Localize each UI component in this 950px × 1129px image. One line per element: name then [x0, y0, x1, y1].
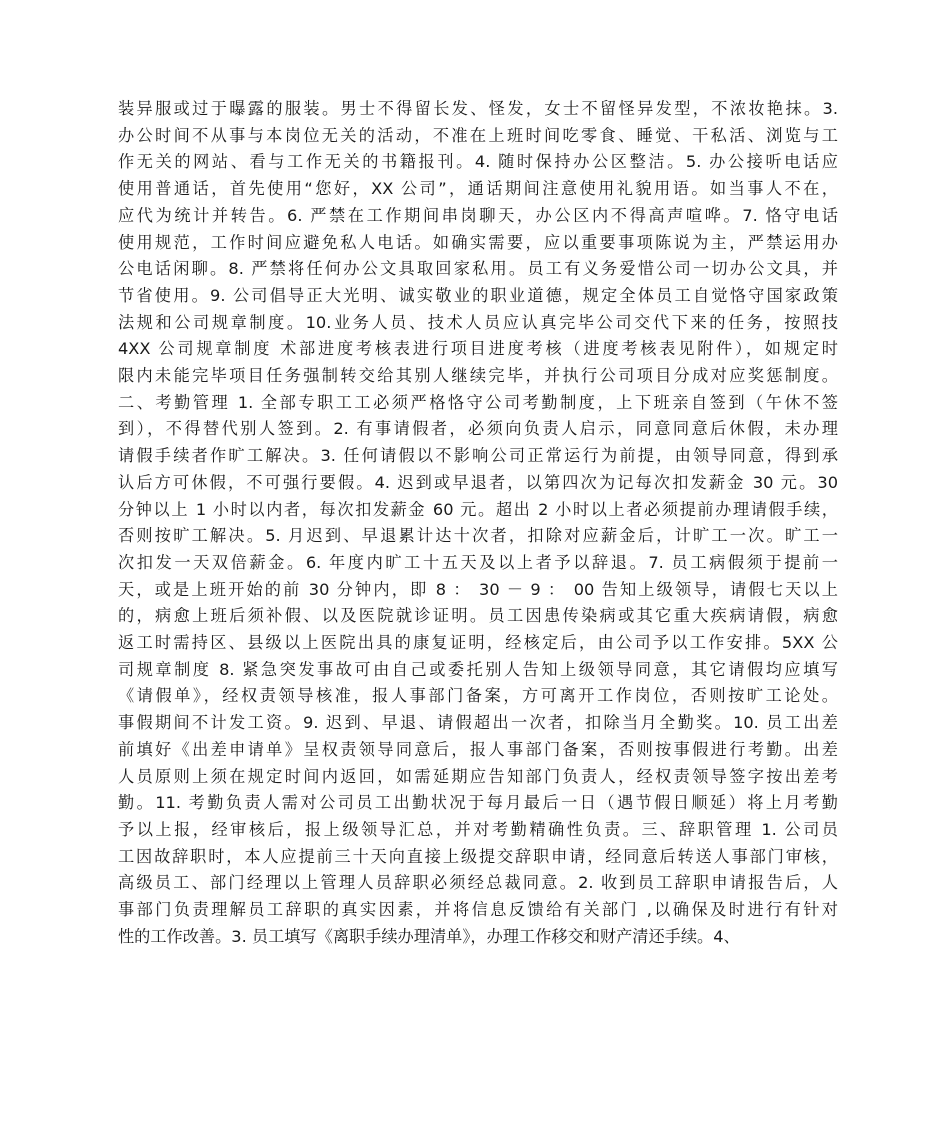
text-line: 办公时间不从事与本岗位无关的活动，不准在上班时间吃零食、睡觉、干私活、浏览与工 — [118, 125, 838, 145]
text-line: 作无关的网站、看与工作无关的书籍报刊。4. 随时保持办公区整洁。5. 办公接听电话应 — [118, 152, 838, 172]
text-line: 使用规范，工作时间应避免私人电话。如确实需要，应以重要事项陈说为主，严禁运用办 — [118, 232, 838, 252]
text-line: 次扣发一天双倍薪金。6. 年度内旷工十五天及以上者予以辞退。7. 员工病假须于提前一 — [118, 552, 838, 572]
text-line: 使用普通话，首先使用“您好，XX 公司”，通话期间注意使用礼貌用语。如当事人不在， — [118, 179, 838, 199]
text-line: 法规和公司规章制度。10.业务人员、技术人员应认真完毕公司交代下来的任务，按照技 — [118, 312, 838, 332]
text-line: 高级员工、部门经理以上管理人员辞职必须经总裁同意。2. 收到员工辞职申请报告后，人 — [118, 873, 838, 893]
document-body-text — [118, 96, 838, 951]
text-line: 事假期间不计发工资。9. 迟到、早退、请假超出一次者，扣除当月全勤奖。10. 员工出差 — [118, 713, 838, 733]
text-line: 节省使用。9. 公司倡导正大光明、诚实敬业的职业道德，规定全体员工自觉恪守国家政策 — [118, 285, 838, 305]
text-line: 二、考勤管理 1. 全部专职工工必须严格恪守公司考勤制度，上下班亲自签到（午休不签 — [118, 392, 838, 412]
text-line: 勤。11. 考勤负责人需对公司员工出勤状况于每月最后一日（遇节假日顺延）将上月考勤 — [118, 793, 838, 813]
text-line: 公电话闲聊。8. 严禁将任何办公文具取回家私用。员工有义务爱惜公司一切办公文具，并 — [118, 259, 838, 279]
text-line: 限内未能完毕项目任务强制转交给其别人继续完毕，并执行公司项目分成对应奖惩制度。 — [118, 366, 838, 386]
text-line: 司规章制度 8. 紧急突发事故可由自己或委托别人告知上级领导同意，其它请假均应填写 — [118, 659, 838, 679]
text-line: 工因故辞职时，本人应提前三十天向直接上级提交辞职申请，经同意后转送人事部门审核， — [118, 846, 838, 866]
text-line: 性的工作改善。3. 员工填写《离职手续办理清单》，办理工作移交和财产清还手续。4、 — [118, 926, 740, 946]
text-line: 事部门负责理解员工辞职的真实因素，并将信息反馈给有关部门 ,以确保及时进行有针对 — [118, 900, 838, 920]
text-line: 4XX 公司规章制度 术部进度考核表进行项目进度考核（进度考核表见附件），如规定时 — [118, 339, 838, 359]
text-line: 否则按旷工解决。5. 月迟到、早退累计达十次者，扣除对应薪金后，计旷工一次。旷工一 — [118, 526, 838, 546]
text-line: 天，或是上班开始的前 30 分钟内，即 8 ： 30 － 9 ： 00 告知上级领导，请假七天以上 — [118, 579, 838, 599]
text-line: 人员原则上须在规定时间内返回，如需延期应告知部门负责人，经权责领导签字按出差考 — [118, 766, 838, 786]
text-line: 予以上报，经审核后，报上级领导汇总，并对考勤精确性负责。三、辞职管理 1. 公司员 — [118, 819, 838, 839]
text-line: 的，病愈上班后须补假、以及医院就诊证明。员工因患传染病或其它重大疾病请假，病愈 — [118, 606, 838, 626]
text-line: 认后方可休假，不可强行要假。4. 迟到或早退者，以第四次为记每次扣发薪金 30 元。30 — [118, 472, 838, 492]
text-line: 装异服或过于曝露的服装。男士不得留长发、怪发，女士不留怪异发型，不浓妆艳抹。3. — [118, 99, 838, 118]
text-line: 返工时需持区、县级以上医院出具的康复证明，经核定后，由公司予以工作安排。5XX 公 — [118, 633, 838, 653]
text-line: 应代为统计并转告。6. 严禁在工作期间串岗聊天，办公区内不得高声喧哗。7. 恪守电话 — [118, 205, 838, 225]
text-line: 分钟以上 1 小时以内者，每次扣发薪金 60 元。超出 2 小时以上者必须提前办理请假手续， — [118, 499, 838, 519]
text-line: 到），不得替代别人签到。2. 有事请假者，必须向负责人启示，同意同意后休假，未办理 — [118, 419, 838, 439]
text-line: 请假手续者作旷工解决。3. 任何请假以不影响公司正常运行为前提，由领导同意，得到承 — [118, 446, 838, 466]
text-line: 前填好《出差申请单》呈权责领导同意后，报人事部门备案，否则按事假进行考勤。出差 — [118, 739, 838, 759]
text-line: 《请假单》，经权责领导核准，报人事部门备案，方可离开工作岗位，否则按旷工论处。 — [118, 686, 838, 706]
